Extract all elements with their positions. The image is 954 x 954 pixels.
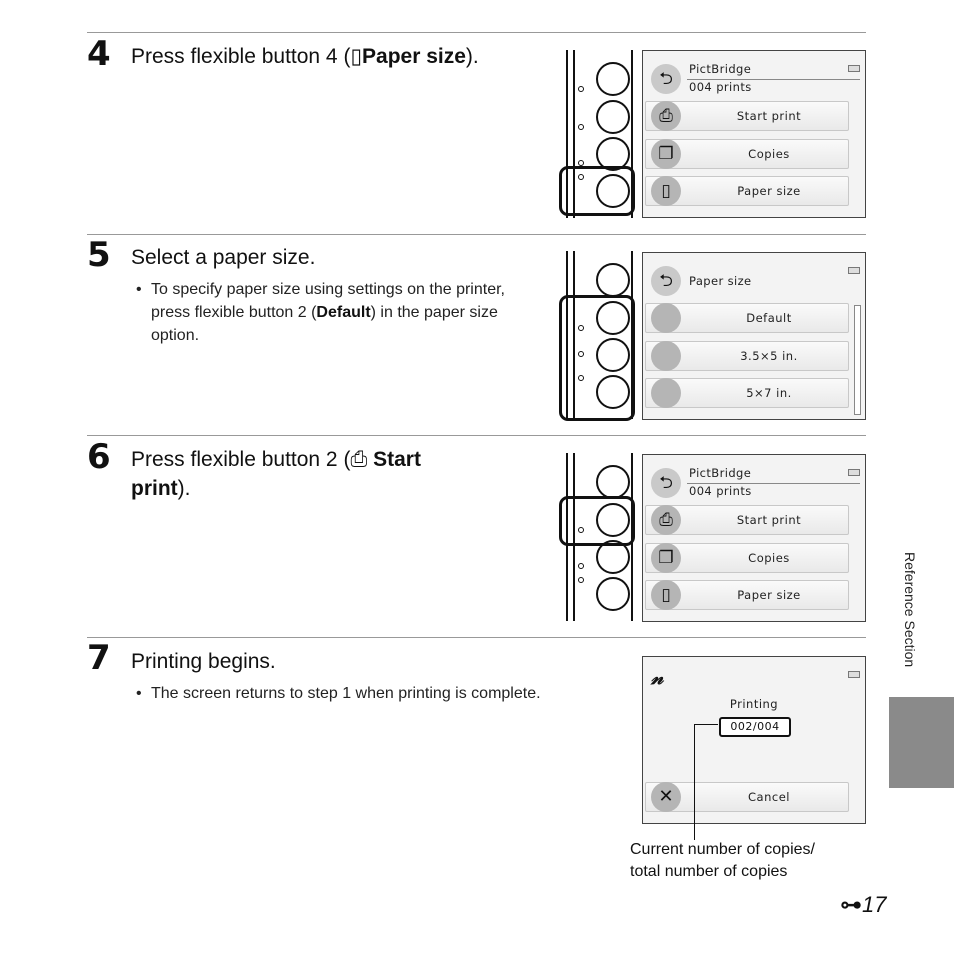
battery-icon — [848, 267, 860, 274]
screen-subtitle: 004 prints — [689, 484, 752, 498]
divider — [87, 234, 866, 235]
screen-title: Paper size — [689, 274, 752, 288]
step-number: 4 — [87, 34, 111, 74]
menu-row-3-5x5[interactable]: 3.5×5 in. — [645, 341, 849, 371]
highlight-frame — [559, 295, 635, 421]
flexible-button-1[interactable] — [596, 62, 630, 96]
option-button-icon — [651, 303, 681, 333]
printing-status-icon: 𝓃 — [651, 665, 664, 689]
lcd-screen — [642, 454, 866, 622]
step-title: Press flexible button 2 (⎙ Start print). — [131, 448, 421, 500]
step-number: 5 — [87, 235, 111, 275]
divider — [87, 32, 866, 33]
lcd-screen — [642, 656, 866, 824]
cancel-button[interactable]: Cancel — [645, 782, 849, 812]
lcd-screen — [642, 252, 866, 420]
paper-size-icon: ▯ — [350, 45, 363, 68]
printer-icon: ⎙ — [651, 101, 681, 131]
flexible-button-1[interactable] — [596, 263, 630, 297]
paper-size-icon: ▯ — [651, 176, 681, 206]
menu-row-copies[interactable]: Copies — [645, 139, 849, 169]
step-bullet: • The screen returns to step 1 when printing is complete. — [136, 685, 541, 702]
callout-line — [694, 724, 695, 840]
screen-title: PictBridge — [689, 62, 752, 76]
back-arrow-icon[interactable]: ⮌ — [651, 266, 681, 296]
step-title: Printing begins. — [131, 650, 276, 673]
copies-icon: ❐ — [651, 139, 681, 169]
back-arrow-icon[interactable]: ⮌ — [651, 64, 681, 94]
lcd-screen — [642, 50, 866, 218]
scrollbar[interactable] — [854, 305, 861, 415]
battery-icon — [848, 65, 860, 72]
reference-icon: ⊶ — [840, 893, 862, 918]
step-number: 7 — [87, 638, 111, 678]
screen-subtitle: 004 prints — [689, 80, 752, 94]
option-button-icon — [651, 378, 681, 408]
printer-icon: ⎙ — [651, 505, 681, 535]
copies-icon: ❐ — [651, 543, 681, 573]
printing-label: Printing — [729, 697, 779, 711]
flexible-button-1[interactable] — [596, 465, 630, 499]
page-number: ⊶17 — [840, 892, 887, 918]
section-label: Reference Section — [902, 552, 918, 668]
divider — [87, 637, 866, 638]
menu-row-start-print[interactable]: Start print — [645, 505, 849, 535]
screen-title: PictBridge — [689, 466, 752, 480]
step-bullet: • To specify paper size using settings on the printer, press flexible button 2 (Default) in the paper size option. — [136, 281, 505, 344]
menu-row-copies[interactable]: Copies — [645, 543, 849, 573]
menu-row-default[interactable]: Default — [645, 303, 849, 333]
step-number: 6 — [87, 437, 111, 477]
paper-size-icon: ▯ — [651, 580, 681, 610]
menu-row-paper-size[interactable]: Paper size — [645, 580, 849, 610]
divider — [87, 435, 866, 436]
menu-row-start-print[interactable]: Start print — [645, 101, 849, 131]
flexible-button-4[interactable] — [596, 577, 630, 611]
step-title: Press flexible button 4 (▯Paper size). — [131, 45, 479, 68]
printer-icon: ⎙ — [350, 448, 368, 471]
flexible-button-2[interactable] — [596, 100, 630, 134]
section-tab — [889, 697, 954, 788]
highlight-frame — [559, 496, 635, 546]
highlight-frame — [559, 166, 635, 216]
cancel-x-icon[interactable]: ✕ — [651, 782, 681, 812]
callout-label: Current number of copies/ total number of copies — [630, 841, 815, 880]
print-counter: 002/004 — [719, 717, 791, 737]
menu-row-paper-size[interactable]: Paper size — [645, 176, 849, 206]
step-title: Select a paper size. — [131, 246, 316, 269]
menu-row-5x7[interactable]: 5×7 in. — [645, 378, 849, 408]
callout-line — [694, 724, 718, 725]
battery-icon — [848, 671, 860, 678]
back-arrow-icon[interactable]: ⮌ — [651, 468, 681, 498]
option-button-icon — [651, 341, 681, 371]
battery-icon — [848, 469, 860, 476]
